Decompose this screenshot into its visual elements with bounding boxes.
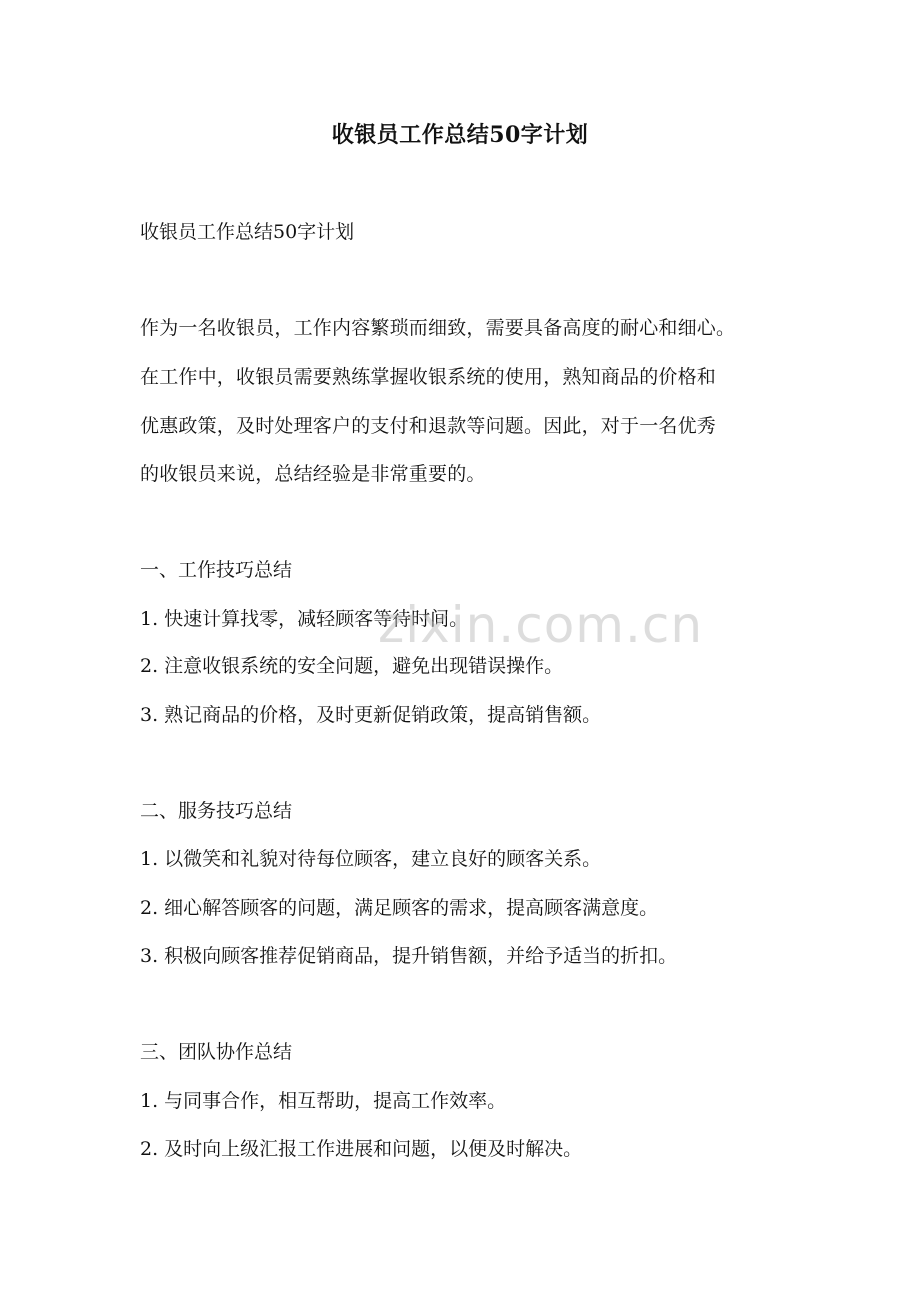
document-subtitle: 收银员工作总结50字计划 — [140, 221, 355, 243]
intro-line: 作为一名收银员，工作内容繁琐而细致，需要具备高度的耐心和细心。 — [140, 317, 736, 339]
list-item: 1. 以微笑和礼貌对待每位顾客，建立良好的顾客关系。 — [140, 848, 602, 870]
section-heading: 三、团队协作总结 — [140, 1041, 293, 1063]
intro-line: 在工作中，收银员需要熟练掌握收银系统的使用，熟知商品的价格和 — [140, 366, 717, 388]
document-title: 收银员工作总结50字计划 — [331, 122, 589, 148]
list-item: 2. 细心解答顾客的问题，满足顾客的需求，提高顾客满意度。 — [140, 897, 659, 919]
list-item: 3. 积极向顾客推荐促销商品，提升销售额，并给予适当的折扣。 — [140, 945, 678, 967]
intro-line: 优惠政策，及时处理客户的支付和退款等问题。因此，对于一名优秀 — [140, 415, 717, 437]
section-heading: 一、工作技巧总结 — [140, 559, 293, 581]
list-item: 2. 及时向上级汇报工作进展和问题，以便及时解决。 — [140, 1138, 583, 1160]
list-item: 2. 注意收银系统的安全问题，避免出现错误操作。 — [140, 655, 564, 677]
list-item: 3. 熟记商品的价格，及时更新促销政策，提高销售额。 — [140, 704, 602, 726]
list-item: 1. 快速计算找零，减轻顾客等待时间。 — [140, 608, 469, 630]
section-heading: 二、服务技巧总结 — [140, 800, 293, 822]
intro-line: 的收银员来说，总结经验是非常重要的。 — [140, 463, 486, 485]
list-item: 1. 与同事合作，相互帮助，提高工作效率。 — [140, 1090, 507, 1112]
watermark: zixin.com.cn — [378, 596, 704, 654]
